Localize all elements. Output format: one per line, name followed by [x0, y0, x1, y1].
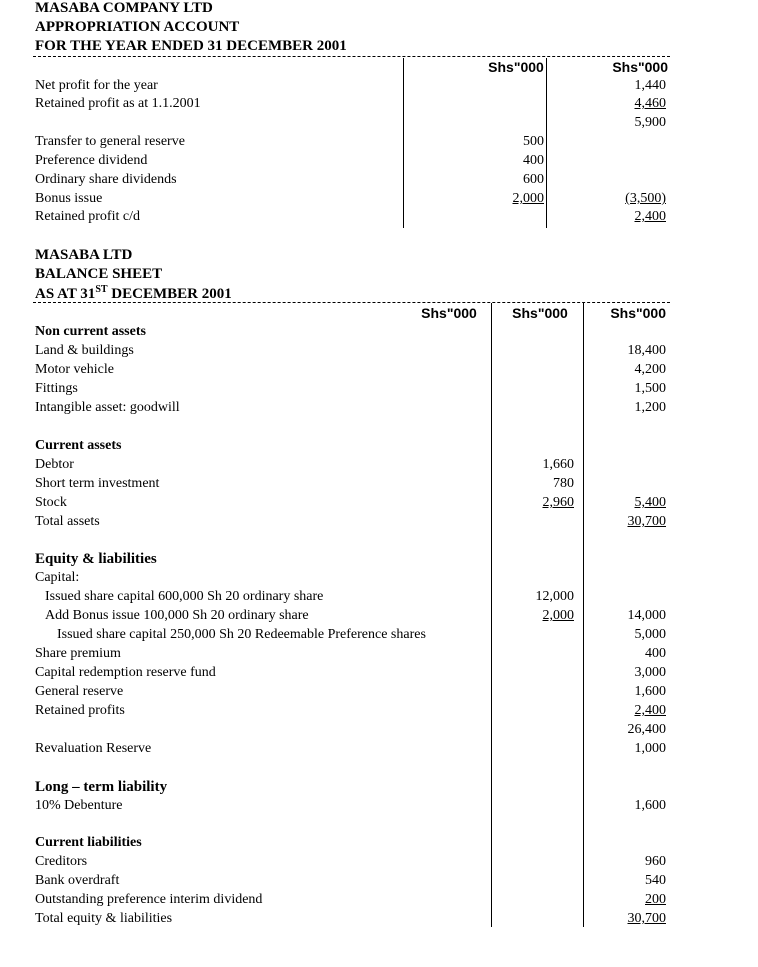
bs-eq-label: General reserve	[35, 684, 124, 699]
bs-ca-label: Short term investment	[35, 476, 160, 491]
approp-row-label: Retained profit c/d	[35, 209, 140, 224]
bs-nca-c3: 4,200	[634, 362, 666, 377]
bs-title-statement: BALANCE SHEET	[35, 266, 163, 282]
approp-row-label: Ordinary share dividends	[35, 172, 177, 187]
bs-cl-c3: 540	[645, 873, 666, 888]
approp-title-account: APPROPRIATION ACCOUNT	[35, 19, 240, 35]
bs-col2-header: Shs"000	[512, 305, 568, 321]
bs-eq-c3: 14,000	[627, 608, 666, 623]
bs-eq-header: Equity & liabilities	[35, 551, 157, 567]
bs-header-rule	[33, 302, 670, 303]
bs-cl-c3: 200	[645, 892, 666, 907]
bs-eq-c3: 1,600	[634, 684, 666, 699]
bs-eq-label: Revaluation Reserve	[35, 741, 152, 756]
bs-col3-header: Shs"000	[610, 305, 666, 321]
bs-eq-label: Capital:	[35, 570, 80, 585]
bs-eq-c3: 26,400	[627, 722, 666, 737]
bs-eq-c3: 400	[645, 646, 666, 661]
bs-nca-label: Motor vehicle	[35, 362, 114, 377]
bs-ca-c3: 30,700	[627, 514, 666, 529]
bs-cl-header: Current liabilities	[35, 835, 142, 850]
approp-title-company: MASABA COMPANY LTD	[35, 0, 213, 16]
bs-eq-label: Issued share capital 250,000 Sh 20 Redeemable Preference shares	[57, 627, 426, 642]
bs-nca-header: Non current assets	[35, 324, 146, 339]
approp-row-c2: 5,900	[634, 115, 666, 130]
bs-eq-c2: 12,000	[535, 589, 574, 604]
bs-ca-c2: 780	[553, 476, 574, 491]
bs-eq-c3: 2,400	[634, 703, 666, 718]
approp-title-period: FOR THE YEAR ENDED 31 DECEMBER 2001	[35, 38, 347, 54]
approp-row-c1: 500	[523, 134, 544, 149]
bs-nca-label: Land & buildings	[35, 343, 134, 358]
bs-title-company: MASABA LTD	[35, 247, 133, 263]
bs-nca-label: Intangible asset: goodwill	[35, 400, 180, 415]
bs-cl-c3: 960	[645, 854, 666, 869]
bs-cl-label: Total equity & liabilities	[35, 911, 173, 926]
approp-row-label: Net profit for the year	[35, 78, 158, 93]
approp-row-label: Preference dividend	[35, 153, 148, 168]
approp-col1-header: Shs"000	[488, 59, 544, 75]
bs-cl-c3: 30,700	[627, 911, 666, 926]
bs-ca-c3: 5,400	[634, 495, 666, 510]
bs-eq-label: Share premium	[35, 646, 121, 661]
bs-nca-c3: 18,400	[627, 343, 666, 358]
bs-cl-label: Outstanding preference interim dividend	[35, 892, 263, 907]
bs-ca-c2: 2,960	[542, 495, 574, 510]
bs-eq-c3: 3,000	[634, 665, 666, 680]
bs-eq-label: Issued share capital 600,000 Sh 20 ordinary share	[45, 589, 324, 604]
bs-cl-label: Creditors	[35, 854, 88, 869]
bs-lt-label: 10% Debenture	[35, 798, 123, 813]
bs-eq-c3: 1,000	[634, 741, 666, 756]
approp-row-label: Bonus issue	[35, 191, 103, 206]
approp-header-rule	[33, 56, 670, 57]
bs-nca-c3: 1,500	[634, 381, 666, 396]
bs-cl-label: Bank overdraft	[35, 873, 120, 888]
approp-divider-right	[546, 58, 547, 228]
bs-ca-header: Current assets	[35, 438, 122, 453]
bs-eq-label: Retained profits	[35, 703, 125, 718]
bs-eq-label: Capital redemption reserve fund	[35, 665, 216, 680]
approp-col2-header: Shs"000	[612, 59, 668, 75]
approp-row-c1: 400	[523, 153, 544, 168]
bs-ca-label: Debtor	[35, 457, 74, 472]
bs-ca-label: Total assets	[35, 514, 100, 529]
approp-row-label: Retained profit as at 1.1.2001	[35, 96, 201, 111]
bs-lt-header: Long – term liability	[35, 779, 168, 795]
bs-col1-header: Shs"000	[421, 305, 477, 321]
bs-eq-c2: 2,000	[542, 608, 574, 623]
approp-row-c2: (3,500)	[625, 191, 666, 206]
bs-ca-label: Stock	[35, 495, 67, 510]
bs-ca-c2: 1,660	[542, 457, 574, 472]
approp-row-c2: 1,440	[634, 78, 666, 93]
bs-lt-c3: 1,600	[634, 798, 666, 813]
bs-title-date: AS AT 31ST DECEMBER 2001	[35, 284, 232, 302]
bs-eq-label: Add Bonus issue 100,000 Sh 20 ordinary share	[45, 608, 309, 623]
bs-eq-c3: 5,000	[634, 627, 666, 642]
approp-row-c1: 600	[523, 172, 544, 187]
approp-divider-left	[403, 58, 404, 228]
bs-nca-c3: 1,200	[634, 400, 666, 415]
bs-nca-label: Fittings	[35, 381, 78, 396]
approp-row-c1: 2,000	[512, 191, 544, 206]
approp-row-c2: 4,460	[634, 96, 666, 111]
approp-row-label: Transfer to general reserve	[35, 134, 185, 149]
approp-row-c2: 2,400	[634, 209, 666, 224]
